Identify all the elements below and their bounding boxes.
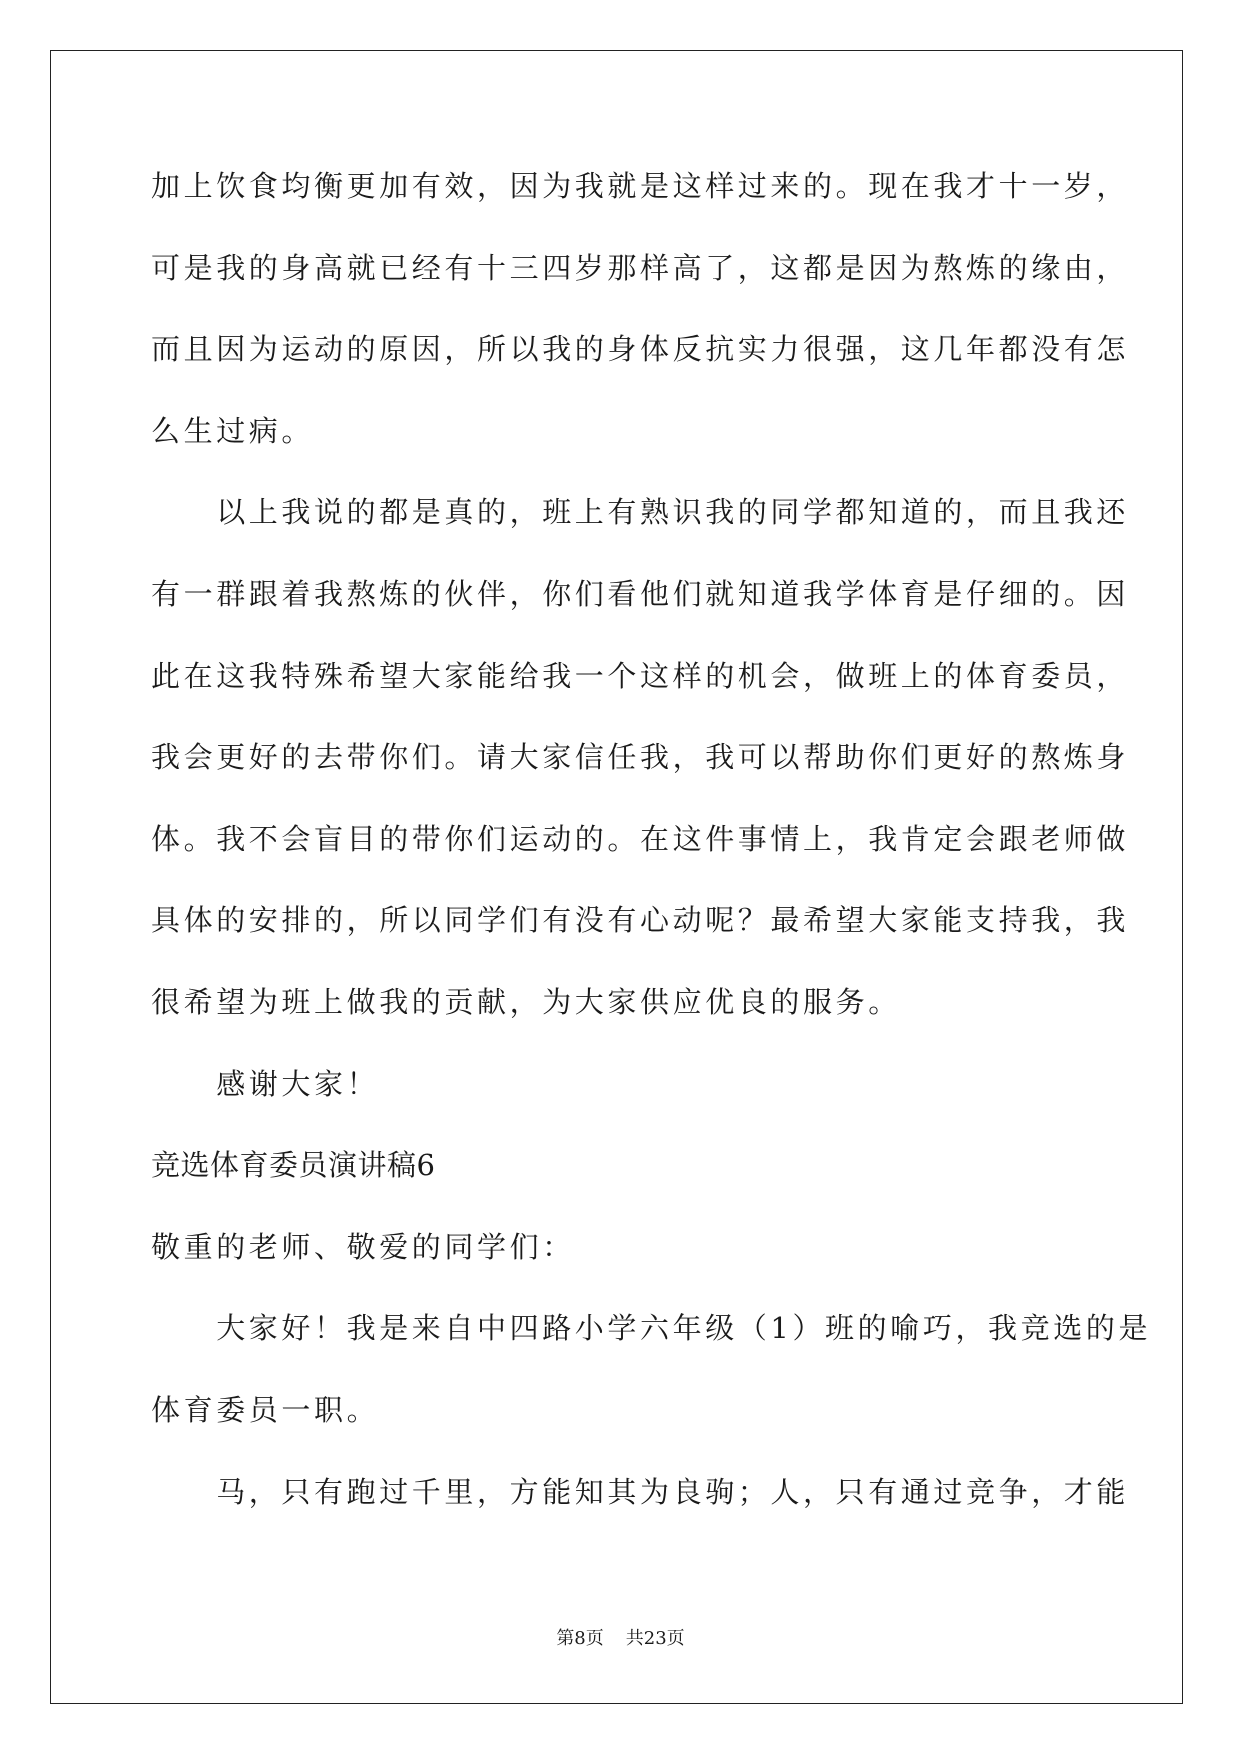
text-line: 体育委员一职。	[151, 1392, 380, 1427]
text-line: 可是我的身高就已经有十三四岁那样高了，这都是因为熬炼的缘由，	[151, 250, 1130, 285]
text-line: 很希望为班上做我的贡献，为大家供应优良的服务。	[151, 984, 901, 1019]
text-line: 具体的安排的，所以同学们有没有心动呢？最希望大家能支持我，我	[151, 903, 1130, 938]
text-line: 马，只有跑过千里，方能知其为良驹；人，只有通过竞争，才能	[151, 1474, 1130, 1509]
text-line: 我会更好的去带你们。请大家信任我，我可以帮助你们更好的熬炼身	[151, 740, 1130, 775]
text-line: 感谢大家！	[151, 1066, 380, 1101]
salutation-line: 敬重的老师、敬爱的同学们：	[151, 1229, 575, 1264]
section-heading: 竞选体育委员演讲稿6	[151, 1148, 436, 1183]
page-number: 第8页	[556, 1628, 604, 1649]
page-footer	[0, 1627, 1241, 1651]
text-line: 此在这我特殊希望大家能给我一个这样的机会，做班上的体育委员，	[151, 658, 1130, 693]
text-line: 以上我说的都是真的，班上有熟识我的同学都知道的，而且我还	[151, 495, 1130, 530]
text-line: 而且因为运动的原因，所以我的身体反抗实力很强，这几年都没有怎	[151, 332, 1130, 367]
text-line: 体。我不会盲目的带你们运动的。在这件事情上，我肯定会跟老师做	[151, 821, 1130, 856]
document-body	[151, 166, 1152, 1553]
page-total: 共23页	[625, 1628, 685, 1649]
text-line: 大家好！我是来自中四路小学六年级（1）班的喻巧，我竞选的是	[151, 1311, 1152, 1346]
text-line: 么生过病。	[151, 413, 315, 448]
text-line: 加上饮食均衡更加有效，因为我就是这样过来的。现在我才十一岁，	[151, 169, 1130, 203]
text-line: 有一群跟着我熬炼的伙伴，你们看他们就知道我学体育是仔细的。因	[151, 576, 1130, 611]
